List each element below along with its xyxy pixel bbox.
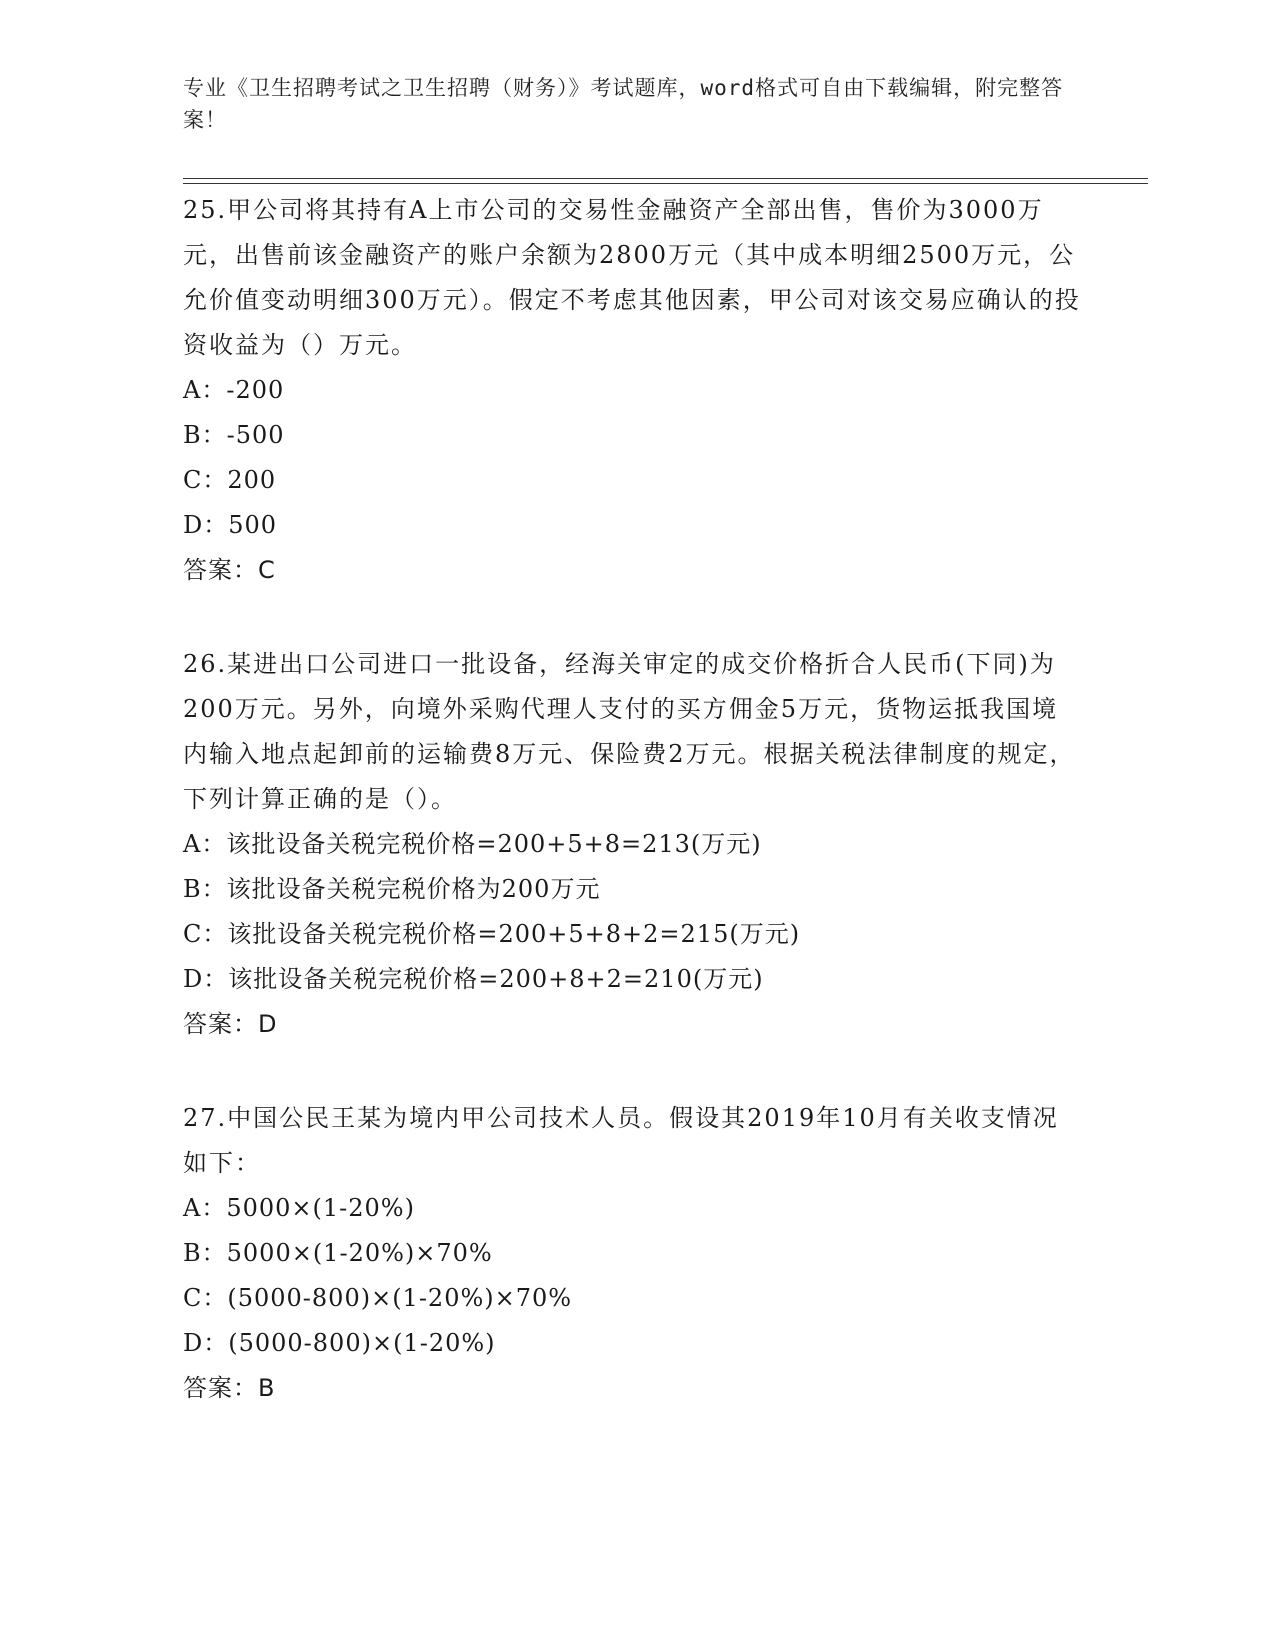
question-stem: 25.甲公司将其持有A上市公司的交易性金融资产全部出售，售价为3000万元，出售前该金融资产的账户余额为2800万元（其中成本明细2500万元，公允价值变动明细300万元）。假定不考虑其他因素，甲公司对该交易应确认的投资收益为（）万元。 — [183, 196, 1081, 359]
answer: 答案：D — [183, 1010, 278, 1038]
question-25 — [183, 188, 1083, 593]
option-d: D：该批设备关税完税价格=200+8+2=210(万元) — [183, 965, 764, 993]
header-divider-bottom — [183, 183, 1148, 184]
question-26 — [183, 642, 1083, 1047]
option-a: A：-200 — [183, 376, 285, 404]
option-b: B：5000×(1-20%)×70% — [183, 1239, 493, 1267]
question-stem: 27.中国公民王某为境内甲公司技术人员。假设其2019年10月有关收支情况如下： — [183, 1104, 1059, 1177]
option-c: C：200 — [183, 466, 277, 494]
header-divider-top — [183, 178, 1148, 179]
option-c: C：该批设备关税完税价格=200+5+8+2=215(万元) — [183, 920, 801, 948]
question-27 — [183, 1096, 1083, 1411]
answer: 答案：C — [183, 556, 276, 584]
option-a: A：该批设备关税完税价格=200+5+8=213(万元) — [183, 830, 762, 858]
option-c: C：(5000-800)×(1-20%)×70% — [183, 1284, 573, 1312]
option-a: A：5000×(1-20%) — [183, 1194, 415, 1222]
document-header: 专业《卫生招聘考试之卫生招聘（财务）》考试题库，word格式可自由下载编辑，附完整答案！ — [183, 76, 1064, 132]
option-b: B：该批设备关税完税价格为200万元 — [183, 875, 601, 903]
option-b: B：-500 — [183, 421, 285, 449]
answer: 答案：B — [183, 1374, 276, 1402]
question-stem: 26.某进出口公司进口一批设备，经海关审定的成交价格折合人民币(下同)为200万元。另外，向境外采购代理人支付的买方佣金5万元，货物运抵我国境内输入地点起卸前的运输费8万元、保险费2万元。根据关税法律制度的规定，下列计算正确的是（）。 — [183, 650, 1076, 813]
option-d: D：500 — [183, 511, 278, 539]
option-d: D：(5000-800)×(1-20%) — [183, 1329, 496, 1357]
